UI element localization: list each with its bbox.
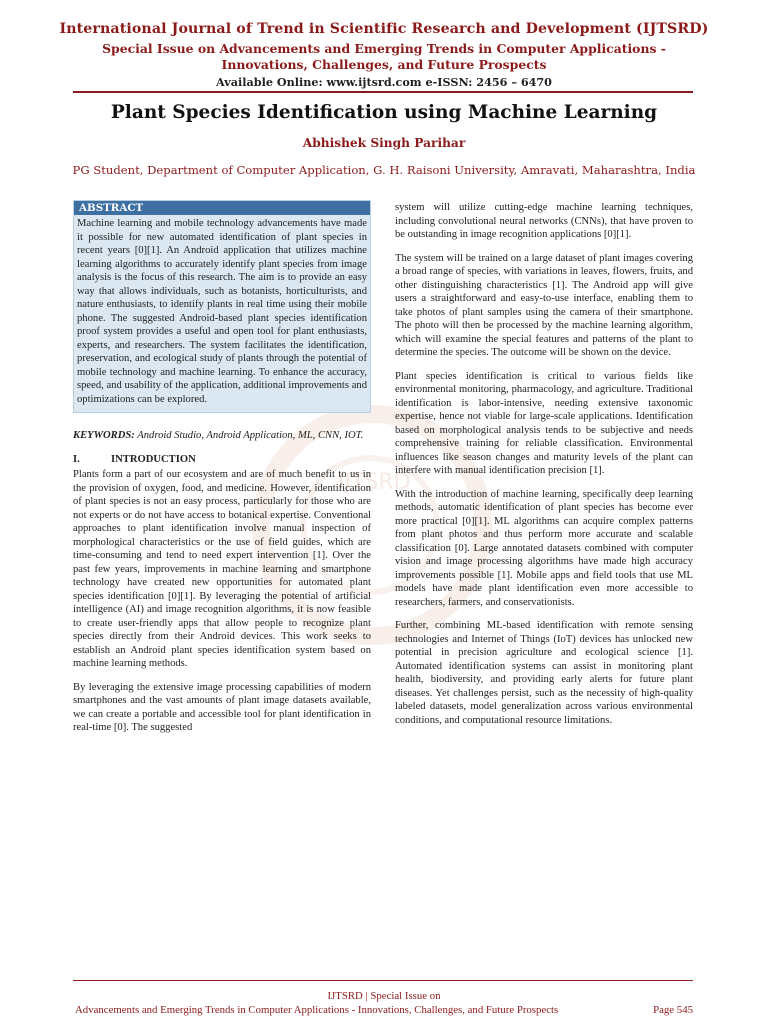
- author-affiliation: PG Student, Department of Computer Application, G. H. Raisoni University, Amravati, Maharashtra, India: [72, 163, 696, 177]
- special-issue-line-2: Innovations, Challenges, and Future Prospects: [221, 57, 547, 72]
- left-column: [73, 200, 371, 745]
- footer-line-2: [75, 1004, 693, 1016]
- availability-line: Available Online: www.ijtsrd.com e-ISSN: 2456 – 6470: [216, 75, 552, 89]
- section-number: I.: [73, 453, 80, 465]
- intro-paragraph-2: By leveraging the extensive image processing capabilities of modern smartphones and the vast amounts of plant image datasets available, we can create a portable and accessible tool for plant identification in real-time [0]. The suggested: [73, 681, 371, 733]
- body-paragraph-4: With the introduction of machine learning, specifically deep learning methods, automatic identification of plant species has become ever more practical [0][1]. ML algorithms can acquire complex patterns from plant photos and thus perform more accurate and scalable classification [0]. Large annotated datasets combined with computer vision and image processing algorithms have made high accuracy improvements possible [1]. Mobile apps and field tools that use ML models have made plant identification even more accessible to researchers, farmers, and conservationists.: [395, 488, 693, 608]
- special-issue-title: [0, 41, 768, 73]
- footer-issue-title: Advancements and Emerging Trends in Computer Applications - Innovations, Challenges, and Future Prospects: [75, 1004, 559, 1016]
- paper-author: Abhishek Singh Parihar: [302, 136, 466, 150]
- section-heading-introduction: [73, 453, 371, 467]
- footer-line-1: IJTSRD | Special Issue on: [327, 990, 441, 1002]
- journal-title: International Journal of Trend in Scientific Research and Development (IJTSRD): [59, 21, 709, 37]
- abstract-heading: ABSTRACT: [74, 201, 370, 215]
- special-issue-line-1: Special Issue on Advancements and Emerging Trends in Computer Applications -: [102, 41, 666, 56]
- footer-divider: [73, 980, 693, 981]
- abstract-box: [73, 200, 371, 413]
- right-column: [395, 201, 693, 737]
- body-paragraph-2: The system will be trained on a large dataset of plant images covering a broad range of species, with variations in leaves, flowers, fruits, and other distinguishing characteristics [1]. The Android app will give users a straightforward and easy-to-use interface, enabling them to take photos of plant samples using the camera of their smartphone. The photo will then be processed by the machine learning algorithm, which will examine the special features and patterns of the plant to determine the species. The outcome will be shown on the device.: [395, 252, 693, 358]
- paper-title: Plant Species Identification using Machine Learning: [110, 102, 658, 123]
- page-number: Page 545: [653, 1004, 693, 1016]
- body-paragraph-3: Plant species identification is critical to various fields like environmental monitoring, pharmacology, and agriculture. Traditional identification is labor-intensive, needing extensive taxonomic expertise, hence not viable for large-scale applications. Identification based on morphological analysis tends to be subjective and needs comprehensive training for reliable classification. Environmental influences like season changes and maturity levels of the plant can interfere with manual identification precision [1].: [395, 370, 693, 476]
- keywords: [73, 429, 371, 443]
- body-paragraph-5: Further, combining ML-based identification with remote sensing technologies and Internet of Things (IoT) devices has unlocked new potential in precision agriculture and ecological science [1]. Automated identification systems can assist in monitoring plant health, biodiversity, and providing early alerts for future plant diseases. Yet challenges persist, such as the necessity of high-quality labeled datasets, model generalization across various environmental conditions, and computational resource limitations.: [395, 620, 693, 726]
- keywords-label: KEYWORDS:: [73, 430, 135, 441]
- abstract-text: Machine learning and mobile technology advancements have made it possible for new automated identification of plant species in recent years [0][1]. An Android application that utilizes machine learning algorithms to accurately identify plant species from image analysis is the focus of this research. The aim is to provide an easy way that allows individuals, such as botanists, horticulturists, and nature enthusiasts, to identify plants in real time using their mobile phone. The suggested Android-based plant species identification proof system provides a useful and open tool for plant enthusiasts, experts, and researchers. The system facilitates the identification, preservation, and ecological study of plants through the potential of mobile technology and machine learning. To enhance the accuracy, speed, and usability of the application, additional improvements and optimizations can be explored.: [77, 218, 367, 405]
- keywords-text: Android Studio, Android Application, ML, CNN, IOT.: [134, 430, 364, 441]
- section-title: INTRODUCTION: [111, 453, 196, 465]
- intro-paragraph-1: Plants form a part of our ecosystem and are of much benefit to us in the provision of oxygen, food, and medicine. However, identification of plant species is not an easy process, particularly for those who are not experts or do not have access to botanical expertise. Conventional approaches to plant identification involve manual inspection of morphological characteristics or the use of field guides, which are time-consuming and tend to need expert intervention [1]. Over the past few years, improvements in machine learning and smartphone technology have created new opportunities for automated plant species identification [0][1]. By leveraging the potential of artificial intelligence (AI) and image recognition algorithms, it is now feasible to create user-friendly apps that allow people to recognize plant species directly from their Android devices. This work seeks to establish an Android plant species identification system based on machine learning methods.: [73, 469, 371, 669]
- header-divider: [73, 91, 693, 93]
- body-paragraph-1: system will utilize cutting-edge machine learning techniques, including convolutional neural networks (CNNs), that have proven to be outstanding in image recognition applications [0][1].: [395, 202, 693, 240]
- watermark-text: IJTSRD: [338, 470, 411, 495]
